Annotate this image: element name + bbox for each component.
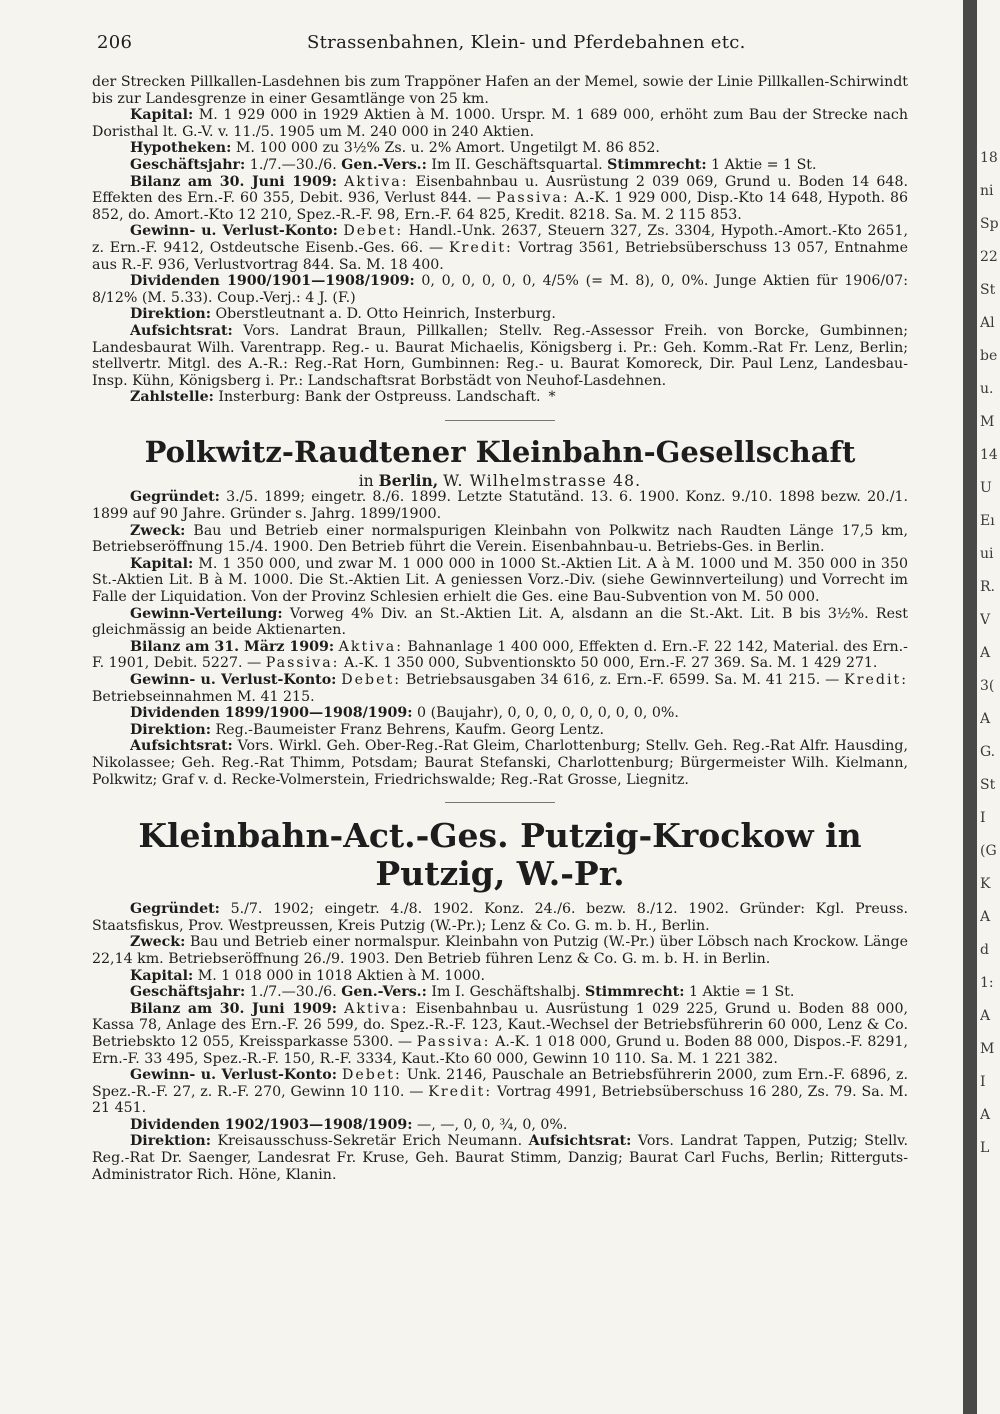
- margin-fragment: V: [980, 612, 991, 628]
- company-title: Polkwitz-Raudtener Kleinbahn-Gesellschaft: [144, 434, 856, 469]
- geschaeftsjahr-label: Geschäftsjahr:: [130, 984, 246, 1001]
- zweck-text: Bau und Betrieb einer normalspurigen Kleinbahn von Polkwitz nach Raudten Länge 17,5 km, Betriebseröffnung 15./4. 1900. Den Betrieb führt die Verein. Eisenbahnbau-u. Betriebs-Ges. in Berlin.: [92, 522, 908, 556]
- margin-fragment: G.: [980, 744, 996, 760]
- entry2-kapital: [92, 556, 908, 606]
- geschaeftsjahr-label: Geschäftsjahr:: [130, 156, 246, 173]
- kapital-label: Kapital:: [130, 107, 194, 124]
- guv-label: Gewinn- u. Verlust-Konto:: [130, 223, 338, 240]
- entry3-geschaeftsjahr: [92, 984, 908, 1001]
- direktion-label: Direktion:: [130, 1133, 211, 1150]
- seat-address: W. Wilhelmstrasse 48.: [443, 471, 642, 490]
- entry3-direktion-aufsichtsrat: [92, 1133, 908, 1183]
- margin-fragment: L: [980, 1140, 990, 1156]
- adjacent-page-fragments: [980, 150, 1000, 1414]
- passiva-label: Passiva:: [416, 1033, 491, 1050]
- gegruendet-label: Gegründet:: [130, 901, 220, 918]
- margin-fragment: 1:: [980, 975, 994, 991]
- direktion-label: Direktion:: [130, 306, 211, 323]
- entry1-hypotheken: [92, 140, 908, 157]
- margin-fragment: ui: [980, 546, 994, 562]
- section-divider: [445, 420, 555, 421]
- aufsichtsrat-text: Vors. Landrat Tappen, Putzig; Stellv. Reg.-Rat Dr. Saenger, Landesrat Fr. Kruse, Geh. Baurat Stimm, Danzig; Baurat Carl Fuchs, Berlin; Ritterguts-Administrator Rich. Höne, Klanin.: [92, 1133, 909, 1183]
- stimmrecht-text: 1 Aktie = 1 St.: [688, 984, 795, 1001]
- zweck-label: Zweck:: [130, 934, 186, 951]
- stimmrecht-label: Stimmrecht:: [585, 984, 685, 1001]
- kapital-text: M. 1 929 000 in 1929 Aktien à M. 1000. Urspr. M. 1 689 000, erhöht zum Bau der Strecke nach Doristhal lt. G.-V. v. 11./5. 1905 um M. 240 000 in 240 Aktien.: [92, 107, 908, 140]
- dividenden-text: 0 (Baujahr), 0, 0, 0, 0, 0, 0, 0, 0, 0%.: [417, 705, 679, 722]
- aktiva-text: Bahnanlage 1 400 000, Effekten d. Ern.-F. 22 142, Material. des Ern.-F. 1901, Debit. 5227. —: [92, 638, 908, 672]
- margin-fragment: I: [980, 1074, 986, 1090]
- aufsichtsrat-label: Aufsichtsrat:: [130, 738, 233, 755]
- margin-fragment: St: [980, 777, 996, 793]
- margin-fragment: ni: [980, 183, 994, 199]
- genvers-label: Gen.-Vers.:: [341, 984, 427, 1001]
- bilanz-label: Bilanz am 30. Juni 1909:: [130, 173, 338, 190]
- direktion-label: Direktion:: [130, 721, 211, 738]
- direktion-text: Kreisausschuss-Sekretär Erich Neumann.: [217, 1133, 523, 1150]
- entry2-bilanz: [92, 639, 908, 672]
- margin-fragment: U: [980, 480, 992, 496]
- margin-fragment: A: [980, 909, 991, 925]
- margin-fragment: I: [980, 810, 986, 826]
- zahlstelle-label: Zahlstelle:: [130, 389, 214, 406]
- margin-fragment: (G: [980, 843, 997, 859]
- gegruendet-label: Gegründet:: [130, 489, 220, 506]
- company-seat: [92, 470, 908, 490]
- aktiva-label: Aktiva:: [338, 638, 404, 655]
- margin-fragment: K: [980, 876, 991, 892]
- entry3-dividenden: [92, 1117, 908, 1134]
- kapital-text: M. 1 018 000 in 1018 Aktien à M. 1000.: [197, 967, 486, 984]
- margin-fragment: St: [980, 282, 996, 298]
- entry2-gewinnverteilung: [92, 606, 908, 639]
- dividenden-label: Dividenden 1899/1900—1908/1909:: [130, 705, 413, 722]
- dividenden-text: 0, 0, 0, 0, 0, 0, 4/5% (= M. 8), 0, 0%. Junge Aktien für 1906/07: 8/12% (M. 5.33). Coup.-Verj.: 4 J. (F.): [92, 273, 908, 306]
- dividenden-label: Dividenden 1900/1901—1908/1909:: [130, 273, 415, 290]
- gewinnverteilung-text: Vorweg 4% Div. an St.-Aktien Lit. A, alsdann an die St.-Akt. Lit. B bis 3½%. Rest gleichmässig an beide Aktienarten.: [92, 605, 908, 639]
- debet-label: Debet:: [342, 1067, 402, 1084]
- main-column: [92, 74, 908, 1183]
- debet-text: Betriebsausgaben 34 616, z. Ern.-F. 6599. Sa. M. 41 215. —: [405, 672, 840, 688]
- debet-label: Debet:: [341, 672, 401, 688]
- entry2-dividenden: [92, 705, 908, 722]
- entry2-direktion: [92, 722, 908, 739]
- kredit-label: Kredit:: [448, 239, 513, 256]
- entry-polkwitz-raudten: [92, 435, 908, 788]
- direktion-text: Reg.-Baumeister Franz Behrens, Kaufm. Georg Lentz.: [215, 721, 605, 738]
- gewinnverteilung-label: Gewinn-Verteilung:: [130, 605, 283, 622]
- guv-label: Gewinn- u. Verlust-Konto:: [130, 672, 337, 688]
- passiva-text: A.-K. 1 018 000, Grund u. Boden 88 000, Dispos.-F. 8291, Ern.-F. 33 495, Spez.-R.-F. 150, R.-F. 3334, Kaut.-Kto 60 000, Gewinn 10 110. Sa. M. 1 221 382.: [92, 1033, 908, 1067]
- geschaeftsjahr-text: 1./7.—30./6.: [249, 156, 337, 173]
- zweck-text: Bau und Betrieb einer normalspur. Kleinbahn von Putzig (W.-Pr.) über Löbsch nach Krockow. Länge 22,14 km. Betriebseröffnung 26./9. 1903. Den Betrieb führen Lenz & Co. G. m. b. H. in Berlin.: [92, 934, 908, 967]
- running-title: Strassenbahnen, Klein- und Pferdebahnen etc.: [307, 32, 746, 53]
- margin-fragment: u.: [980, 381, 994, 397]
- margin-fragment: 18: [980, 150, 998, 166]
- genvers-text: Im I. Geschäftshalbj.: [431, 984, 581, 1001]
- stimmrecht-text: 1 Aktie = 1 St.: [711, 156, 817, 173]
- debet-text: Handl.-Unk. 2637, Steuern 327, Zs. 3304, Hypoth.-Amort.-Kto 2651, z. Ern.-F. 9412, Ostdeutsche Eisenb.-Ges. 66. —: [92, 223, 908, 256]
- margin-fragment: Sp: [980, 216, 999, 232]
- dividenden-text: —, —, 0, 0, ¾, 0, 0%.: [417, 1116, 568, 1133]
- genvers-label: Gen.-Vers.:: [341, 156, 427, 173]
- aufsichtsrat-text: Vors. Landrat Braun, Pillkallen; Stellv. Reg.-Assessor Freih. von Borcke, Gumbinnen; Landesbaurat Wilh. Varentrapp. Reg.- u. Baurat Michaelis, Königsberg i. Pr.: Geh. Komm.-Rat Fr. Lenz, Berlin; stellvertr. Mitgl. des A.-R.: Reg.-Rat Horn, Gumbinnen: Reg.- u. Baurat Komoreck, Dir. Paul Lenz, Landesbau-Insp. Kühn, Königsberg i. Pr.: Landschaftsrat Borbstädt von Neuhof-Lasdehnen.: [92, 322, 908, 389]
- section-divider: [445, 802, 555, 803]
- entry1-intro: der Strecken Pillkallen-Lasdehnen bis zum Trappöner Hafen an der Memel, sowie der Linie Pillkallen-Schirwindt bis zur Landesgrenze in einer Gesamtlänge von 25 km.: [92, 74, 908, 107]
- guv-label: Gewinn- u. Verlust-Konto:: [130, 1067, 337, 1084]
- company-title: Kleinbahn-Act.-Ges. Putzig-Krockow in Putzig, W.-Pr.: [138, 816, 862, 894]
- margin-fragment: 14: [980, 447, 998, 463]
- stimmrecht-label: Stimmrecht:: [607, 156, 707, 173]
- margin-fragment: A: [980, 711, 991, 727]
- dividenden-label: Dividenden 1902/1903—1908/1909:: [130, 1116, 413, 1133]
- aktiva-text: Eisenbahnbau u. Ausrüstung 1 029 225, Grund u. Boden 88 000, Kassa 78, Anlage des Ern.-F. 26 599, do. Spez.-R.-F. 123, Kaut.-Wechsel der Betriebsführerin 60 000, Lenz & Co. Betriebskto 12 055, Kreissparkasse 5300. —: [92, 1000, 908, 1050]
- aktiva-label: Aktiva:: [344, 1000, 409, 1017]
- passiva-text: A.-K. 1 350 000, Subventionskto 50 000, Ern.-F. 27 369. Sa. M. 1 429 271.: [343, 655, 878, 672]
- margin-fragment: 22: [980, 249, 998, 265]
- entry-putzig-krockow: [92, 817, 908, 1183]
- margin-fragment: A: [980, 1008, 991, 1024]
- aufsichtsrat-label: Aufsichtsrat:: [528, 1133, 632, 1150]
- hypotheken-text: M. 100 000 zu 3½% Zs. u. 2% Amort. Ungetilgt M. 86 852.: [235, 140, 660, 157]
- bilanz-label: Bilanz am 31. März 1909:: [130, 638, 335, 655]
- kredit-text: Vortrag 3561, Betriebsüberschuss 13 057, Entnahme aus R.-F. 936, Verlustvortrag 844. Sa. M. 18 400.: [92, 239, 909, 273]
- seat-pre: in: [358, 471, 374, 490]
- entry2-guv: [92, 672, 908, 705]
- entry3-guv: [92, 1067, 908, 1117]
- margin-fragment: M: [980, 414, 995, 430]
- entry1-geschaeftsjahr: [92, 157, 908, 174]
- kapital-label: Kapital:: [130, 967, 194, 984]
- gegruendet-text: 5./7. 1902; eingetr. 4./8. 1902. Konz. 24./6. bezw. 8./12. 1902. Gründer: Kgl. Preuss. Staatsfiskus, Prov. Westpreussen, Kreis Putzig (W.-Pr.); Lenz & Co. G. m. b. H., Berlin.: [92, 901, 908, 934]
- direktion-text: Oberstleutnant a. D. Otto Heinrich, Insterburg.: [215, 306, 556, 323]
- margin-fragment: Al: [980, 315, 995, 331]
- entry3-bilanz: [92, 1001, 908, 1067]
- aktiva-label: Aktiva:: [344, 173, 409, 190]
- margin-fragment: M: [980, 1041, 995, 1057]
- seat-city: Berlin,: [378, 470, 439, 490]
- entry1-dividenden: [92, 273, 908, 306]
- margin-fragment: A: [980, 645, 991, 661]
- entry1-aufsichtsrat: [92, 323, 908, 389]
- genvers-text: Im II. Geschäftsquartal.: [431, 156, 603, 173]
- entry3-kapital: [92, 968, 908, 985]
- geschaeftsjahr-text: 1./7.—30./6.: [249, 984, 337, 1001]
- page-gutter-edge: [963, 0, 977, 1414]
- entry2-aufsichtsrat: [92, 738, 908, 788]
- debet-label: Debet:: [343, 223, 404, 240]
- page-number: 206: [97, 32, 133, 53]
- margin-fragment: A: [980, 1107, 991, 1123]
- asterisk-mark: *: [548, 389, 556, 406]
- margin-fragment: R.: [980, 579, 995, 595]
- bilanz-label: Bilanz am 30. Juni 1909:: [130, 1000, 338, 1017]
- aufsichtsrat-label: Aufsichtsrat:: [130, 322, 233, 339]
- zweck-label: Zweck:: [130, 522, 186, 539]
- margin-fragment: 3(: [980, 678, 995, 694]
- kapital-label: Kapital:: [130, 555, 194, 572]
- entry3-gegruendet: [92, 901, 908, 934]
- debet-text: Unk. 2146, Pauschale an Betriebsführerin 2000, zum Ern.-F. 6896, z. Spez.-R.-F. 27, z. R.-F. 270, Gewinn 10 110. —: [92, 1067, 909, 1100]
- page-header: [97, 32, 907, 60]
- aktiva-text: Eisenbahnbau u. Ausrüstung 2 039 069, Grund u. Boden 14 648. Effekten des Ern.-F. 60 355, Debit. 936, Verlust 844. —: [92, 173, 908, 207]
- entry1-bilanz: [92, 174, 908, 224]
- gegruendet-text: 3./5. 1899; eingetr. 8./6. 1899. Letzte Statutänd. 13. 6. 1900. Konz. 9./10. 1898 bezw. 20./1. 1899 auf 90 Jahre. Gründer s. Jahrg. 1899/1900.: [92, 489, 909, 523]
- entry1-kapital: [92, 107, 908, 140]
- kredit-text: Betriebseinnahmen M. 41 215.: [92, 688, 315, 705]
- passiva-label: Passiva:: [495, 190, 570, 207]
- margin-fragment: d: [980, 942, 989, 958]
- passiva-text: A.-K. 1 929 000, Disp.-Kto 14 648, Hypoth. 86 852, do. Amort.-Kto 12 210, Spez.-R.-F. 98, Ern.-F. 64 825, Kredit. 8218. Sa. M. 2 115 853.: [92, 190, 908, 223]
- kapital-text: M. 1 350 000, und zwar M. 1 000 000 in 1000 St.-Aktien Lit. A à M. 1000 und M. 350 000 in 350 St.-Aktien Lit. B à M. 1000. Die St.-Aktien Lit. A geniessen Vorz.-Div. (siehe Gewinnverteilung) und Vorrecht im Falle der Liquidation. Von der Provinz Schlesien erhielt die Ges. eine Bau-Subvention von M. 50 000.: [92, 555, 908, 606]
- kredit-text: Vortrag 4991, Betriebsüberschuss 16 280, Zs. 79. Sa. M. 21 451.: [92, 1083, 909, 1117]
- entry1-zahlstelle: [92, 389, 908, 406]
- passiva-label: Passiva:: [265, 655, 340, 672]
- kredit-label: Kredit:: [844, 672, 908, 688]
- entry3-zweck: [92, 934, 908, 967]
- margin-fragment: be: [980, 348, 998, 364]
- hypotheken-label: Hypotheken:: [130, 140, 232, 157]
- margin-fragment: Eı: [980, 513, 995, 529]
- kredit-label: Kredit:: [428, 1083, 493, 1100]
- entry-pillkallen: [92, 74, 908, 406]
- entry2-zweck: [92, 523, 908, 556]
- zahlstelle-text: Insterburg: Bank der Ostpreuss. Landschaft.: [218, 389, 541, 406]
- entry2-gegruendet: [92, 489, 908, 522]
- aufsichtsrat-text: Vors. Wirkl. Geh. Ober-Reg.-Rat Gleim, Charlottenburg; Stellv. Geh. Reg.-Rat Alfr. Hausding, Nikolassee; Geh. Reg.-Rat Thimm, Potsdam; Baurat Stefanski, Charlottenburg; Bürgermeister Wilh. Kielmann, Polkwitz; Graf v. d. Recke-Volmerstein, Friedrichswalde; Reg.-Rat Grosse, Liegnitz.: [92, 738, 908, 788]
- entry1-direktion: [92, 306, 908, 323]
- entry1-guv: [92, 223, 908, 273]
